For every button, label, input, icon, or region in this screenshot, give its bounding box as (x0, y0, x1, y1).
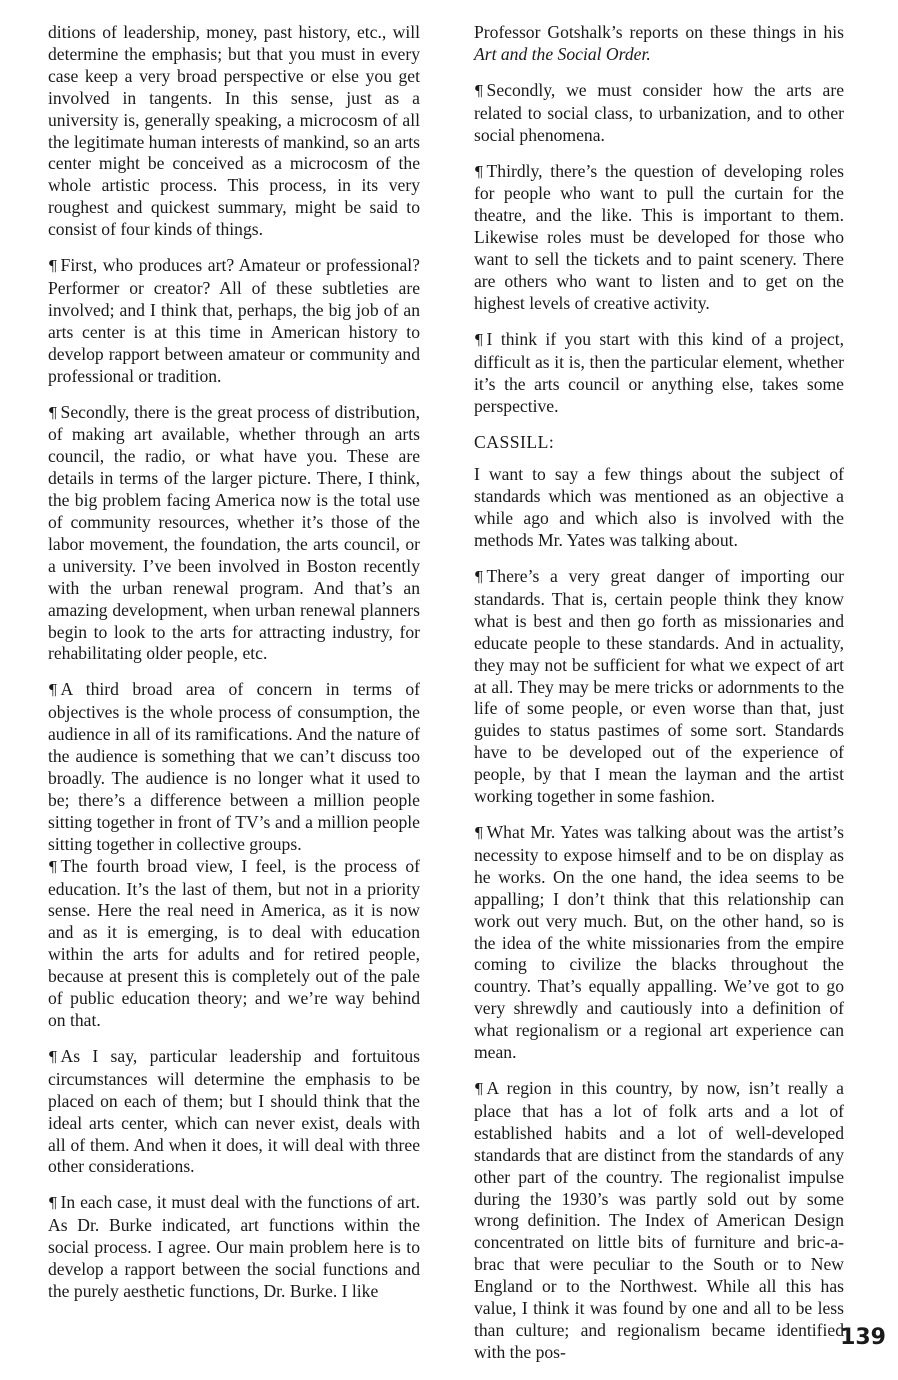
paragraph: I want to say a few things about the subject of standards which was mentioned as an objective a while ago and which also is involved with the methods Mr. Yates was talking about. (474, 464, 844, 551)
speaker-heading: CASSILL: (474, 431, 555, 452)
paragraph: ¶ Thirdly, there’s the question of developing roles for people who want to pull the curtain for the theatre, and the like. This is important to them. Likewise roles must be developed for those who want to sell the tickets and to paint scenery. There are others who want to listen and to get on the highest levels of creative activity. (474, 160, 844, 313)
paragraph: ditions of leadership, money, past history, etc., will determine the emphasis; but that you must in every case keep a very broad perspective or else you get involved in tangents. In this sense, just as a university is, generally speaking, a microcosm of all the legitimate human interests of mankind, so an arts center might be conceived as a microcosm of the whole artistic process. This process, in its very roughest and quickest summary, might be said to consist of four kinds of things. (48, 22, 420, 240)
book-title: Art and the Social Order. (474, 43, 651, 64)
paragraph: ¶ First, who produces art? Amateur or professional? Performer or creator? All of these subtleties are involved; and I think that, perhaps, the big job of an arts center is at this time in American history to develop rapport between amateur or community and professional or tradition. (48, 255, 420, 386)
pilcrow-mark: ¶ (48, 1047, 58, 1066)
paragraph: ¶ Secondly, we must consider how the arts are related to social class, to urbanization, and to other social phenomena. (474, 79, 844, 145)
pilcrow-mark: ¶ (48, 681, 58, 700)
left-column (48, 22, 420, 1317)
paragraph: ¶ Secondly, there is the great process of distribution, of making art available, whether through an arts council, the radio, or what have you. These are details in terms of the larger picture. There, I think, the big problem facing America now is the total use of community resources, whether it’s those of the labor movement, the foundation, the arts council, or a university. I’ve been involved in Boston recently with the urban renewal program. And that’s an amazing development, when urban renewal planners begin to look to the arts for attracting industry, for rehabilitating older people, etc. (48, 401, 420, 664)
paragraph: ¶ What Mr. Yates was talking about was the artist’s necessity to expose himself and to be on display as he works. On the one hand, the idea seems to be appalling; I don’t think that this relationship can work out very much. But, on the other hand, so is the idea of the white missionaries from the empire coming to civilize the blacks throughout the country. That’s equally appalling. We’ve got to go very shrewdly and cautiously into a definition of what regionalism or a regional art experience can mean. (474, 822, 844, 1063)
pilcrow-mark: ¶ (474, 1079, 484, 1098)
page-number: 139 (840, 1325, 886, 1350)
paragraph: ¶ In each case, it must deal with the functions of art. As Dr. Burke indicated, art functions within the social process. I agree. Our main problem here is to develop a rapport between the social functions and the purely aesthetic functions, Dr. Burke. I like (48, 1192, 420, 1301)
paragraph: ¶ The fourth broad view, I feel, is the process of education. It’s the last of them, but not in a priority sense. Here the real need in America, as it is now and as it is emerging, is to deal with education within the arts for adults and for retired people, because at present this is completely out of the pale of public education theory; and we’re way behind on that. (48, 855, 420, 1030)
pilcrow-mark: ¶ (48, 1194, 58, 1213)
paragraph: Professor Gotshalk’s reports on these things in his Art and the Social Order. (474, 22, 844, 64)
pilcrow-mark: ¶ (48, 403, 58, 422)
paragraph: ¶ I think if you start with this kind of a project, difficult as it is, then the particular element, whether it’s the arts council or anything else, takes some perspective. (474, 328, 844, 416)
pilcrow-mark: ¶ (48, 857, 58, 876)
paragraph: ¶ There’s a very great danger of importing our standards. That is, certain people think they know what is best and then go forth as missionaries and educate people to these standards. And in actuality, they may not be sufficient for what we expect of art at all. They may be mere tricks or adornments to the life of some people, or even worse than that, just guides to status pastimes of some sort. Standards have to be developed out of the experience of people, by that I mean the layman and the artist working together in some fashion. (474, 566, 844, 807)
pilcrow-mark: ¶ (474, 824, 484, 842)
paragraph: ¶ A third broad area of concern in terms of objectives is the whole process of consumption, the audience in all of its ramifications. And the nature of the audience is something that we can’t discuss too broadly. The audience is no longer what it used to be; there’s a difference between a million people sitting together in front of TV’s and a million people sitting together in collective groups. (48, 679, 420, 854)
pilcrow-mark: ¶ (48, 257, 58, 276)
right-column (474, 22, 844, 1378)
pilcrow-mark: ¶ (474, 81, 484, 100)
pilcrow-mark: ¶ (474, 162, 484, 181)
paragraph: ¶ A region in this country, by now, isn’t really a place that has a lot of folk arts and a lot of established habits and a lot of well-developed standards that are distinct from the standards of any other part of the country. The regionalist impulse during the 1930’s was partly sold out by some wrong definition. The Index of American Design concentrated on little bits of furniture and bric-a-brac that were peculiar to the South or to New England or to the Northwest. While all this has value, I think it was found by one and all to be less than culture; and regionalism became identified with the pos- (474, 1077, 844, 1362)
pilcrow-mark: ¶ (474, 330, 484, 349)
paragraph: ¶ As I say, particular leadership and fortuitous circumstances will determine the emphasis to be placed on each of them; but I should think that the ideal arts center, which can never exist, deals with all of them. And when it does, it will deal with three other considerations. (48, 1045, 420, 1177)
pilcrow-mark: ¶ (474, 568, 484, 587)
